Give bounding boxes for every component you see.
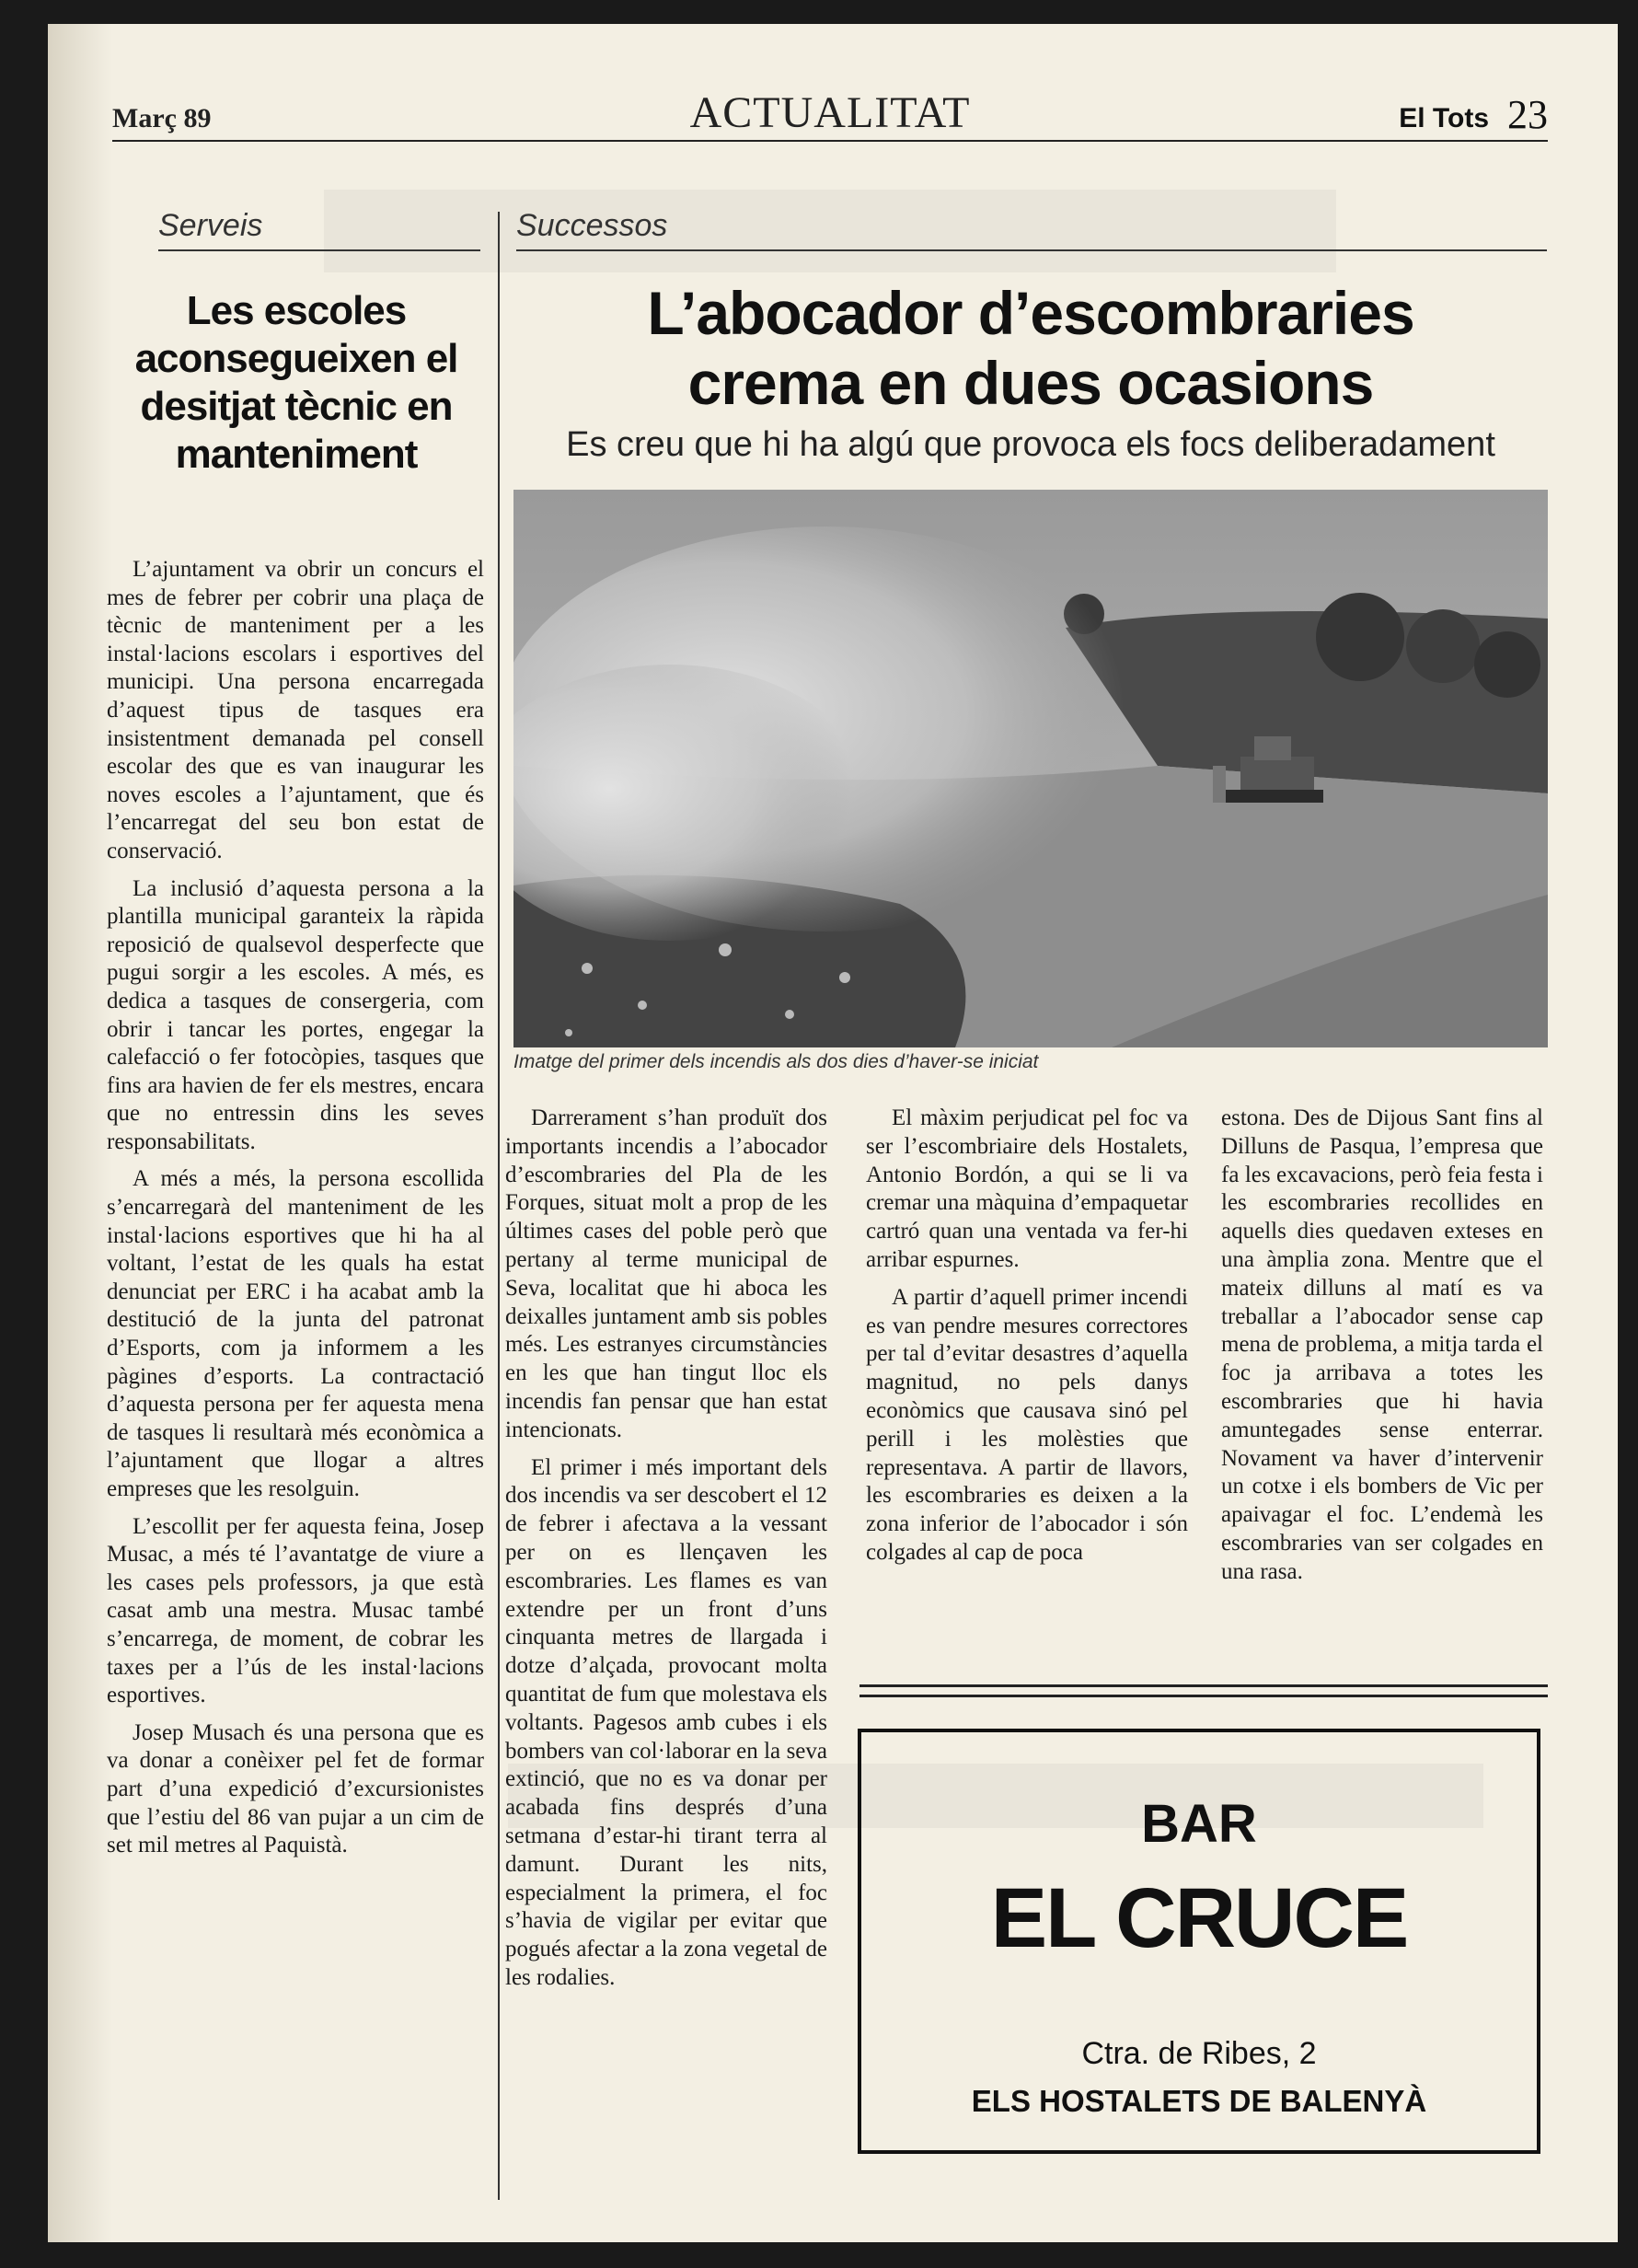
left-paragraph: A més a més, la persona escollida s’encarregarà del manteniment de les instal·lacions esportives que hi ha al voltant, l’estat de les quals ha estat denunciat per ERC i ha acabat amb la destitució de la junta del patronat d’Esports, com ja informem a les pàgines d’esports. La contractació d’aquesta persona per fer aquesta mena de tasques li resultarà més econòmica a l’ajuntament que llogar a altres empreses que les resolguin. (107, 1166, 484, 1501)
ad-business-name: EL CRUCE (990, 1871, 1408, 1965)
col1-paragraph: El primer i més important dels dos incendis va ser descobert el 12 de febrer i afectava a la vessant per on es llençaven les escombraries. Les flames es van extendre per un front d’uns cinquanta metres de llargada i dotze d’alçada, provocant molta quantitat de fum que molestava els voltants. Pagesos amb cubes i els bombers van col·laborar en la seva extinció, que no es va donar per acabada fins després d’una setmana d’estar-hi tirant terra al damunt. Durant les nits, especialment la primera, el foc s’havia de vigilar per evitar que pogués afectar a la zona vegetal de les rodalies. (505, 1454, 827, 1990)
headline-line-2: crema en dues ocasions (687, 349, 1374, 417)
left-article-headline: Les escoles aconsegueixen el desitjat tècnic en manteniment (134, 288, 458, 477)
page-number: 23 (1507, 92, 1548, 137)
main-article-headline (515, 278, 1546, 418)
ad-town: ELS HOSTALETS DE BALENYÀ (971, 2084, 1427, 2118)
magazine-name: El Tots (1399, 103, 1489, 133)
article-end-rule (859, 1684, 1548, 1697)
ad-bar-label: BAR (1141, 1794, 1257, 1854)
page-spine-shadow (48, 24, 112, 2242)
column-divider (498, 212, 500, 2200)
article-column-3 (1221, 1105, 1543, 1596)
left-paragraph: Josep Musach és una persona que es va donar a conèixer pel fet de formar part d’una expedició d’excursionistes que l’estiu del 86 van pujar a un cim de set mil metres al Paquistà. (107, 1719, 484, 1858)
main-article-subheadline: Es creu que hi ha algú que provoca els focs deliberadament (566, 425, 1495, 464)
photo-illustration (513, 490, 1548, 1047)
article-column-2 (866, 1105, 1188, 1577)
col2-paragraph: El màxim perjudicat pel foc va ser l’escombriaire dels Hostalets, Antonio Bordón, a qui se li va cremar una màquina d’empaquetar cartró quan una ventada va fer-hi arribar espurnes. (866, 1105, 1188, 1272)
left-paragraph: L’ajuntament va obrir un concurs el mes de febrer per cobrir una plaça de tècnic de manteniment per a les instal·lacions escolars i esportives del municipi. Una persona encarregada d’aquest tipus de tasques era insistentment demanada pel consell escolar des que es van inaugurar les noves escoles a l’ajuntament, que és l’encarregat del seu bon estat de conservació. (107, 557, 484, 863)
col1-paragraph: Darrerament s’han produït dos importants incendis a l’abocador d’escombraries del Pla de les Forques, situat molt a prop de les últimes cases del poble però que pertany al terme municipal de Seva, localitat que hi aboca les deixalles juntament amb sis pobles més. Les estranyes circumstàncies en les que han tingut lloc els incendis fan pensar que han estat intencionats. (505, 1105, 827, 1442)
landfill-fire-photo (513, 490, 1548, 1047)
left-article-body (107, 556, 484, 1869)
headline-line-1: L’abocador d’escombraries (647, 279, 1414, 347)
bar-el-cruce-advertisement (858, 1729, 1540, 2154)
col2-paragraph: A partir d’aquell primer incendi es van pendre mesures correctores per tal d’evitar desastres d’aquella magnitud, no pels danys econòmics que causava sinó pel perill i les molèsties que representava. A partir de llavors, les escombraries es deixen a la zona inferior de l’abocador i són colgades al cap de poca (866, 1284, 1188, 1565)
page-header (112, 72, 1548, 142)
section-label-successos: Successos (516, 208, 1547, 251)
header-rule (112, 140, 1548, 142)
section-title: ACTUALITAT (689, 88, 971, 137)
section-label-serveis: Serveis (158, 208, 480, 251)
left-paragraph: La inclusió d’aquesta persona a la plantilla municipal garanteix la ràpida reposició de qualsevol desperfecte que pugui sorgir a les escoles. A més, es dedica a tasques de consergeria, com obrir i tancar les portes, engegar la calefacció o fer fotocòpies, tasques que fins ara havien de fer els mestres, encara que no entressin dins les seves responsabilitats. (107, 875, 484, 1154)
col3-paragraph: estona. Des de Dijous Sant fins al Dilluns de Pasqua, l’empresa que fa les excavacions, però feia festa i les escombraries recollides en aquells dies quedaven exteses en una àmplia zona. Mentre que el mateix dilluns al matí es va treballar a l’abocador sense cap mena de problema, a mitja tarda el foc ja arribava a totes les escombraries que hi havia amuntegades sense enterrar. Novament va haver d’intervenir un cotxe i els bombers de Vic per apaivagar el foc. L’endemà les escombraries van ser colgades en una rasa. (1221, 1105, 1543, 1584)
article-column-1 (505, 1105, 827, 2002)
issue-date: Març 89 (112, 103, 212, 133)
ad-address: Ctra. de Ribes, 2 (1081, 2036, 1317, 2071)
left-paragraph: L’escollit per fer aquesta feina, Josep Musac, a més té l’avantatge de viure a les cases pels professors, ja que està casat amb una mestra. Musac també s’encarrega, de moment, de cobrar les taxes per a l’ús de les instal·lacions esportives. (107, 1513, 484, 1708)
photo-caption: Imatge del primer dels incendis als dos dies d’haver-se iniciat (513, 1051, 1039, 1072)
